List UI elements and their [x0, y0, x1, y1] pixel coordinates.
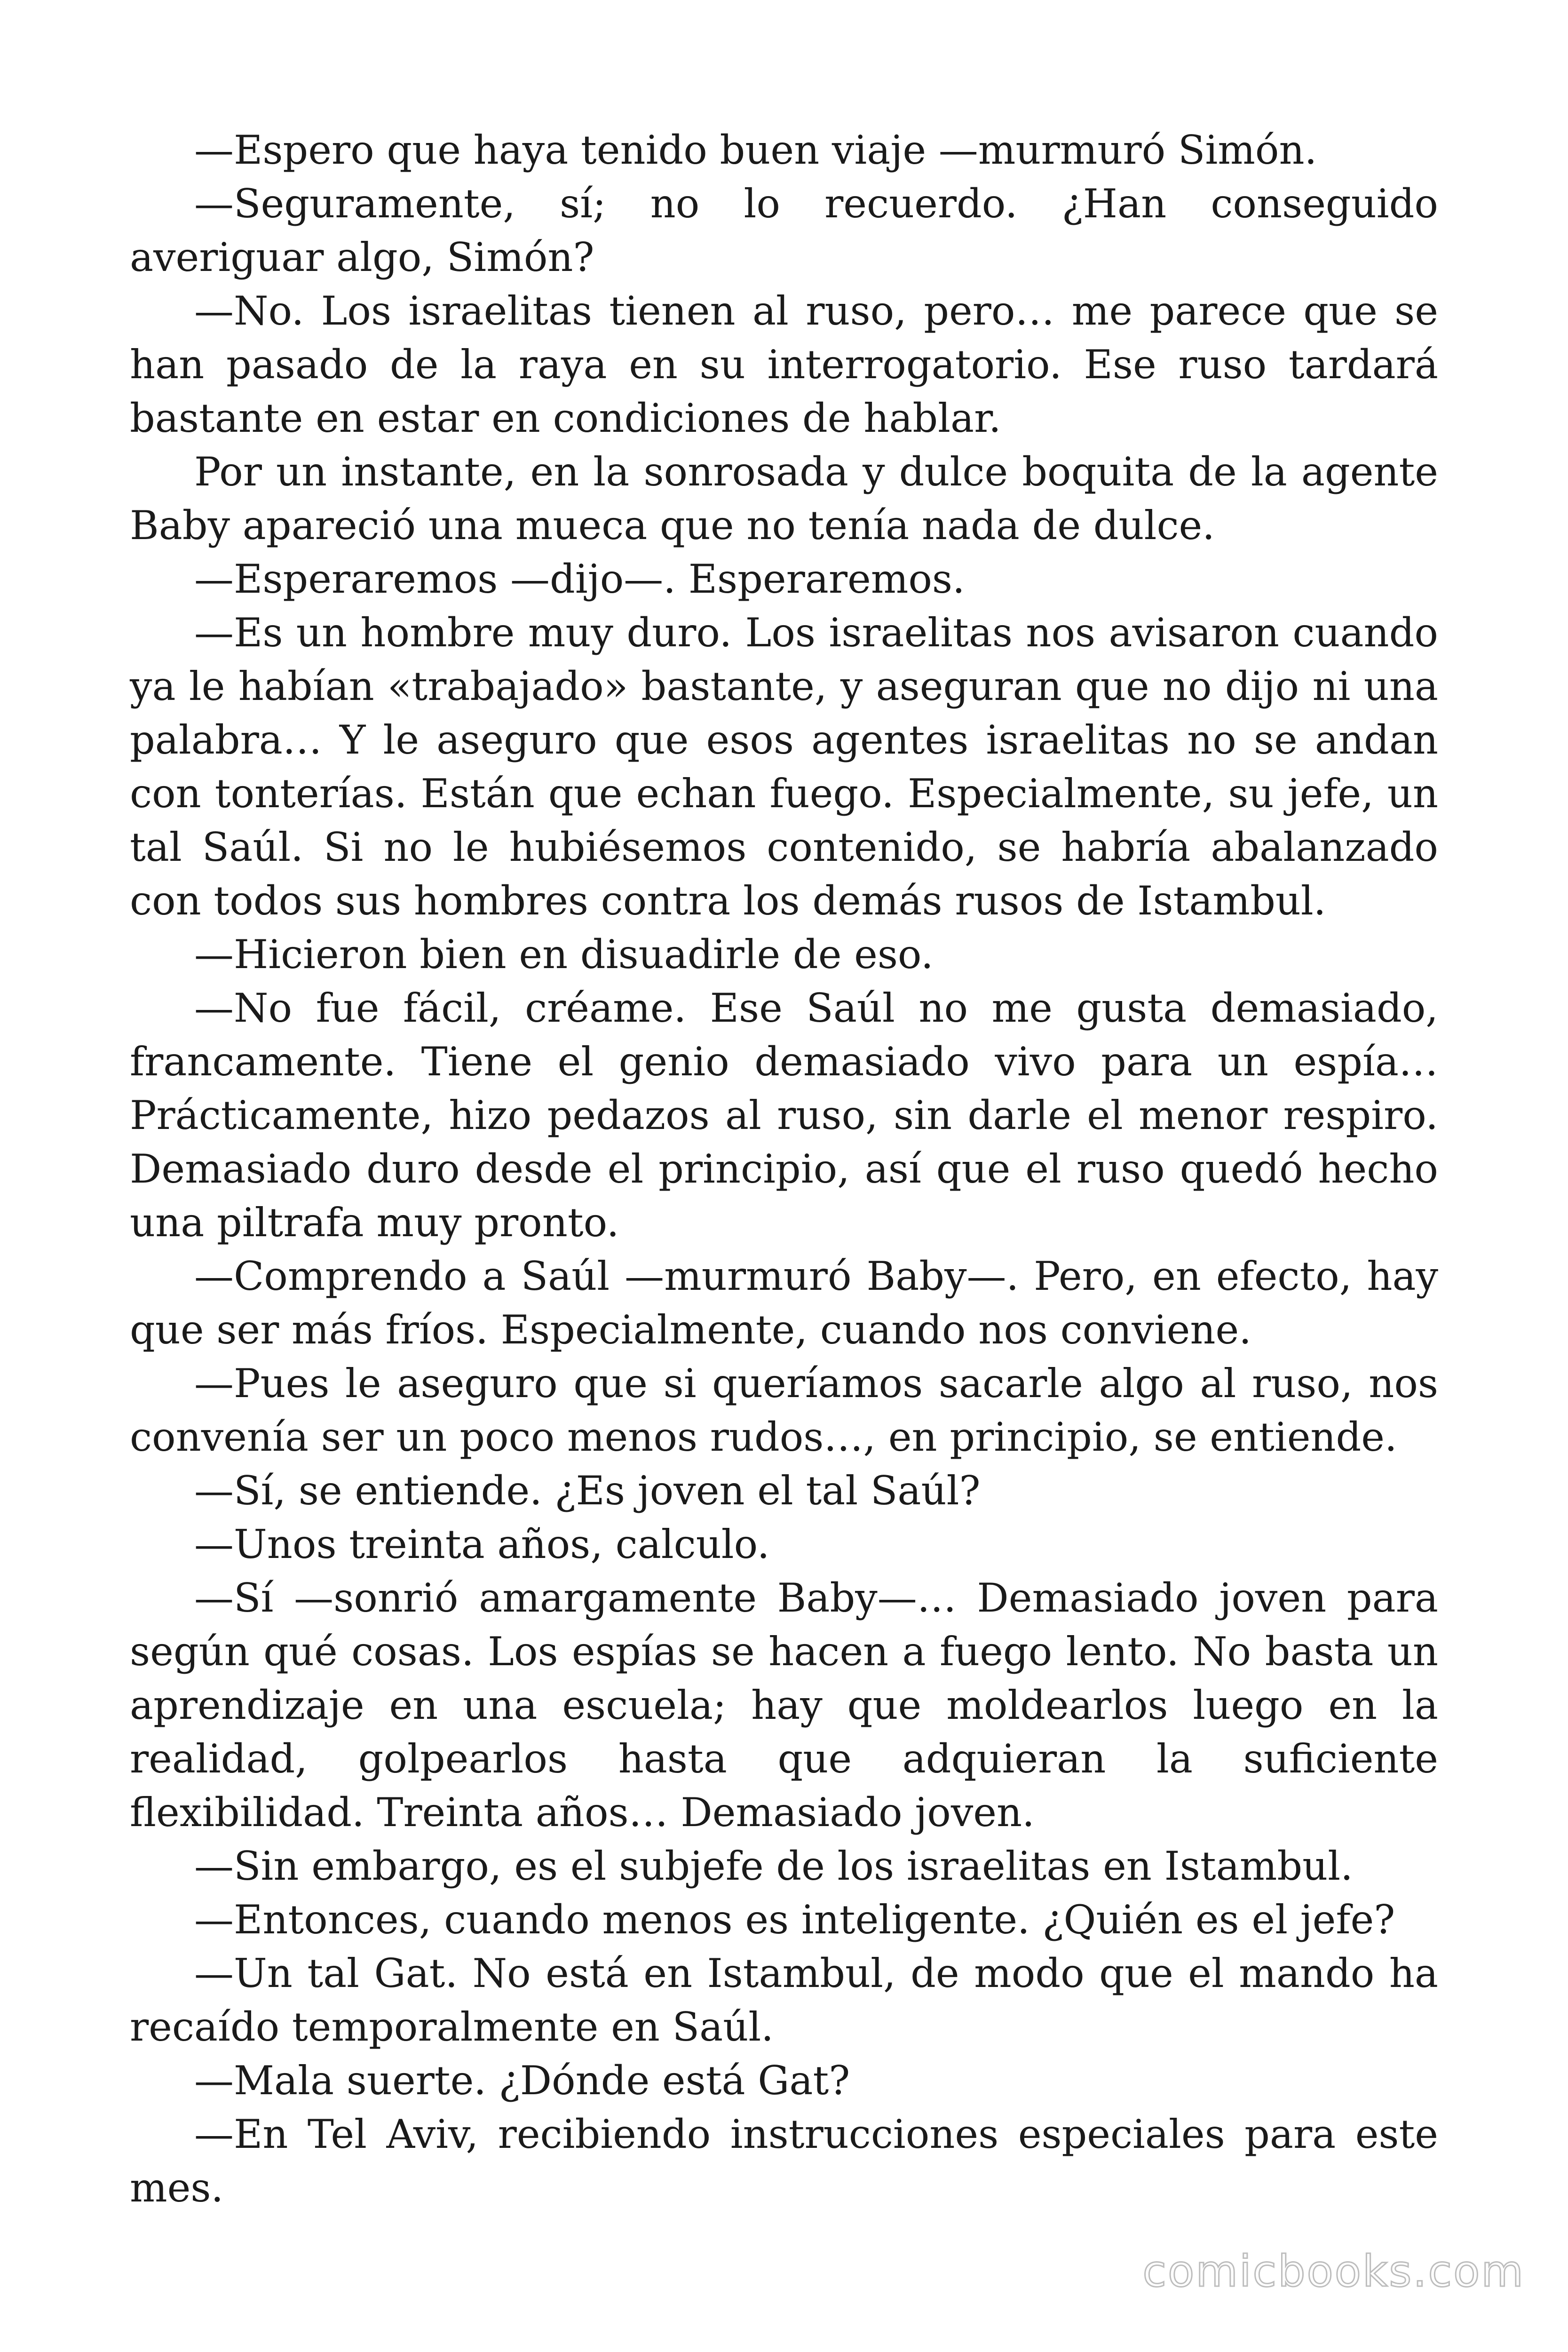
- paragraph: —Comprendo a Saúl —murmuró Baby—. Pero, en efecto, hay que ser más fríos. Especialmente, cuando nos conviene.: [130, 1253, 1438, 1353]
- paragraph: —Esperaremos —dijo—. Esperaremos.: [194, 556, 965, 602]
- paragraph: —Unos treinta años, calculo.: [194, 1521, 770, 1567]
- paragraph: —Hicieron bien en disuadirle de eso.: [194, 931, 934, 977]
- paragraph: —Sin embargo, es el subjefe de los israelitas en Istambul.: [194, 1843, 1353, 1889]
- watermark: comicbooks.com: [1142, 2246, 1525, 2296]
- paragraph: —Un tal Gat. No está en Istambul, de modo que el mando ha recaído temporalmente en Saúl.: [130, 1950, 1438, 2050]
- paragraph: —No. Los israelitas tienen al ruso, pero… me parece que se han pasado de la raya en su interrogatorio. Ese ruso tardará bastante en estar en condiciones de hablar.: [130, 288, 1438, 441]
- book-page-text: [130, 123, 1438, 2215]
- paragraph: —No fue fácil, créame. Ese Saúl no me gusta demasiado, francamente. Tiene el genio demasiado vivo para un espía… Prácticamente, hizo pedazos al ruso, sin darle el menor respiro. Demasiado duro desde el principio, así que el ruso quedó hecho una piltrafa muy pronto.: [130, 985, 1438, 1246]
- paragraph: —Entonces, cuando menos es inteligente. ¿Quién es el jefe?: [194, 1897, 1395, 1943]
- paragraph: —Mala suerte. ¿Dónde está Gat?: [194, 2058, 850, 2104]
- paragraph: —Sí, se entiende. ¿Es joven el tal Saúl?: [194, 1468, 981, 1514]
- paragraph: —Seguramente, sí; no lo recuerdo. ¿Han conseguido averiguar algo, Simón?: [130, 181, 1438, 280]
- paragraph: —Pues le aseguro que si queríamos sacarle algo al ruso, nos convenía ser un poco menos rudos…, en principio, se entiende.: [130, 1360, 1438, 1460]
- paragraph: —En Tel Aviv, recibiendo instrucciones especiales para este mes.: [130, 2111, 1438, 2211]
- paragraph: Por un instante, en la sonrosada y dulce boquita de la agente Baby apareció una mueca que no tenía nada de dulce.: [130, 449, 1438, 548]
- paragraph: —Es un hombre muy duro. Los israelitas nos avisaron cuando ya le habían «trabajado» bastante, y aseguran que no dijo ni una palabra… Y le aseguro que esos agentes israelitas no se andan con tonterías. Están que echan fuego. Especialmente, su jefe, un tal Saúl. Si no le hubiésemos contenido, se habría abalanzado con todos sus hombres contra los demás rusos de Istambul.: [130, 610, 1438, 924]
- paragraph: —Espero que haya tenido buen viaje —murmuró Simón.: [194, 127, 1317, 173]
- paragraph: —Sí —sonrió amargamente Baby—… Demasiado joven para según qué cosas. Los espías se hacen a fuego lento. No basta un aprendizaje en una escuela; hay que moldearlos luego en la realidad, golpearlos hasta que adquieran la suficiente flexibilidad. Treinta años… Demasiado joven.: [130, 1575, 1438, 1836]
